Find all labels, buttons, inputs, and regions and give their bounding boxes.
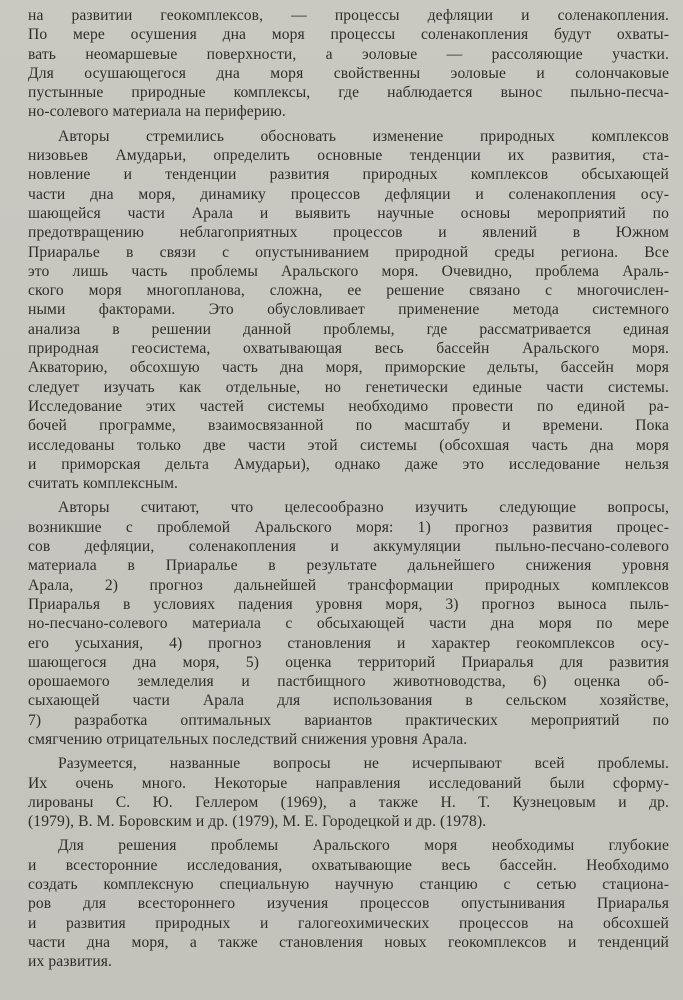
text-line: возникшие с проблемой Аральского моря: 1) прогноз развития процес- [28, 518, 669, 536]
text-line: ского моря многопланова, сложна, ее решение связано с многочислен- [28, 282, 669, 300]
text-line: смягчению отрицательных последствий снижения уровня Арала. [28, 730, 468, 748]
text-line: и приморская дельта Амударьи), однако даже это исследование нельзя [28, 455, 669, 473]
text-line: но-песчано-солевого материала с обсыхающей части дна моря по мере [28, 615, 669, 633]
text-line: новление и тенденции развития природных комплексов обсыхающей [28, 166, 669, 184]
text-line: пустынные природные комплексы, где наблюдается вынос пыльно-песча- [28, 84, 669, 102]
text-line: части дна моря, а также становления новых геокомплексов и тенденций [28, 933, 669, 951]
text-line: Для решения проблемы Аральского моря необходимы глубокие [58, 837, 669, 855]
text-line: и всесторонние исследования, охватывающие весь бассейн. Необходимо [28, 856, 669, 874]
paragraph-4 [28, 754, 669, 831]
text-line: следует изучать как отдельные, но генетически единые части системы. [28, 378, 669, 396]
text-line: Разумеется, названные вопросы не исчерпывают всей проблемы. [58, 755, 669, 773]
text-line: на развитии геокомплексов, — процессы дефляции и соленакопления. [28, 7, 669, 24]
text-line: и развития природных и галогеохимических процессов на обсохшей [28, 914, 669, 932]
paragraph-5 [28, 836, 669, 971]
text-line: Исследование этих частей системы необходимо провести по единой ра- [28, 397, 669, 415]
text-line: природная геосистема, охватывающая весь бассейн Аральского моря. [28, 340, 669, 358]
text-line: сов дефляции, соленакопления и аккумуляции пыльно-песчано-солевого [28, 538, 669, 556]
text-line: его усыхания, 4) прогноз становления и характер геокомплексов осу- [28, 634, 669, 652]
text-line: считать комплексным. [28, 475, 179, 493]
text-line: анализа в решении данной проблемы, где рассматривается единая [28, 320, 669, 338]
paragraph-3 [28, 498, 669, 749]
text-line: По мере осушения дна моря процессы соленакопления будут охваты- [28, 26, 669, 44]
text-line: это лишь часть проблемы Аральского моря. Очевидно, проблема Араль- [28, 262, 669, 280]
text-line: ров для всестороннего изучения процессов опустынивания Приаралья [28, 895, 669, 913]
text-line: шающегося дна моря, 5) оценка территорий Приаралья для развития [28, 653, 669, 671]
paragraph-1 [28, 6, 669, 122]
text-line: шающейся части Арала и выявить научные основы мероприятий по [28, 204, 669, 222]
text-line: вать неомаршевые поверхности, а эоловые — рассоляющие участки. [28, 45, 669, 63]
text-line: их развития. [28, 953, 113, 971]
text-line: Приаралье в связи с опустыниванием природной среды региона. Все [28, 243, 669, 261]
text-line: Арала, 2) прогноз дальнейшей трансформации природных комплексов [28, 576, 669, 594]
paragraph-2 [28, 127, 669, 494]
text-line: лированы С. Ю. Геллером (1969), а также Н. Т. Кузнецовым и др. [28, 793, 669, 811]
text-line: материала в Приаралье в результате дальнейшего снижения уровня [28, 557, 669, 575]
text-line: низовьев Амударьи, определить основные тенденции их развития, ста- [28, 147, 669, 165]
text-line: предотвращению неблагоприятных процессов и явлений в Южном [28, 224, 669, 242]
text-line: но-солевого материала на периферию. [28, 103, 286, 121]
text-line: Авторы считают, что целесообразно изучить следующие вопросы, [58, 499, 669, 517]
text-line: Авторы стремились обосновать изменение природных комплексов [58, 127, 669, 145]
text-line: 7) разработка оптимальных вариантов практических мероприятий по [28, 711, 669, 729]
text-line: части дна моря, динамику процессов дефляции и соленакопления осу- [28, 185, 669, 203]
text-line: создать комплексную специальную научную станцию с сетью стациона- [28, 876, 669, 894]
text-line: (1979), В. М. Боровским и др. (1979), М. Е. Городецкой и др. (1978). [28, 813, 487, 831]
text-line: орошаемого земледелия и пастбищного животноводства, 6) оценка об- [28, 673, 669, 691]
text-line: бочей программе, взаимосвязанной по масштабу и времени. Пока [28, 417, 669, 435]
text-line: исследованы только две части этой системы (обсохшая часть дна моря [28, 436, 669, 454]
text-line: ными факторами. Это обусловливает применение метода системного [28, 301, 669, 319]
text-line: Для осушающегося дна моря свойственны эоловые и солончаковые [28, 64, 669, 82]
text-line: Приаралья в условиях падения уровня моря, 3) прогноз выноса пыль- [28, 595, 669, 613]
text-line: сыхающей части Арала для использования в сельском хозяйстве, [28, 692, 669, 710]
text-line: Акваторию, обсохшую часть дна моря, приморские дельты, бассейн моря [28, 359, 669, 377]
text-line: Их очень много. Некоторые направления исследований были сформу- [28, 774, 669, 792]
